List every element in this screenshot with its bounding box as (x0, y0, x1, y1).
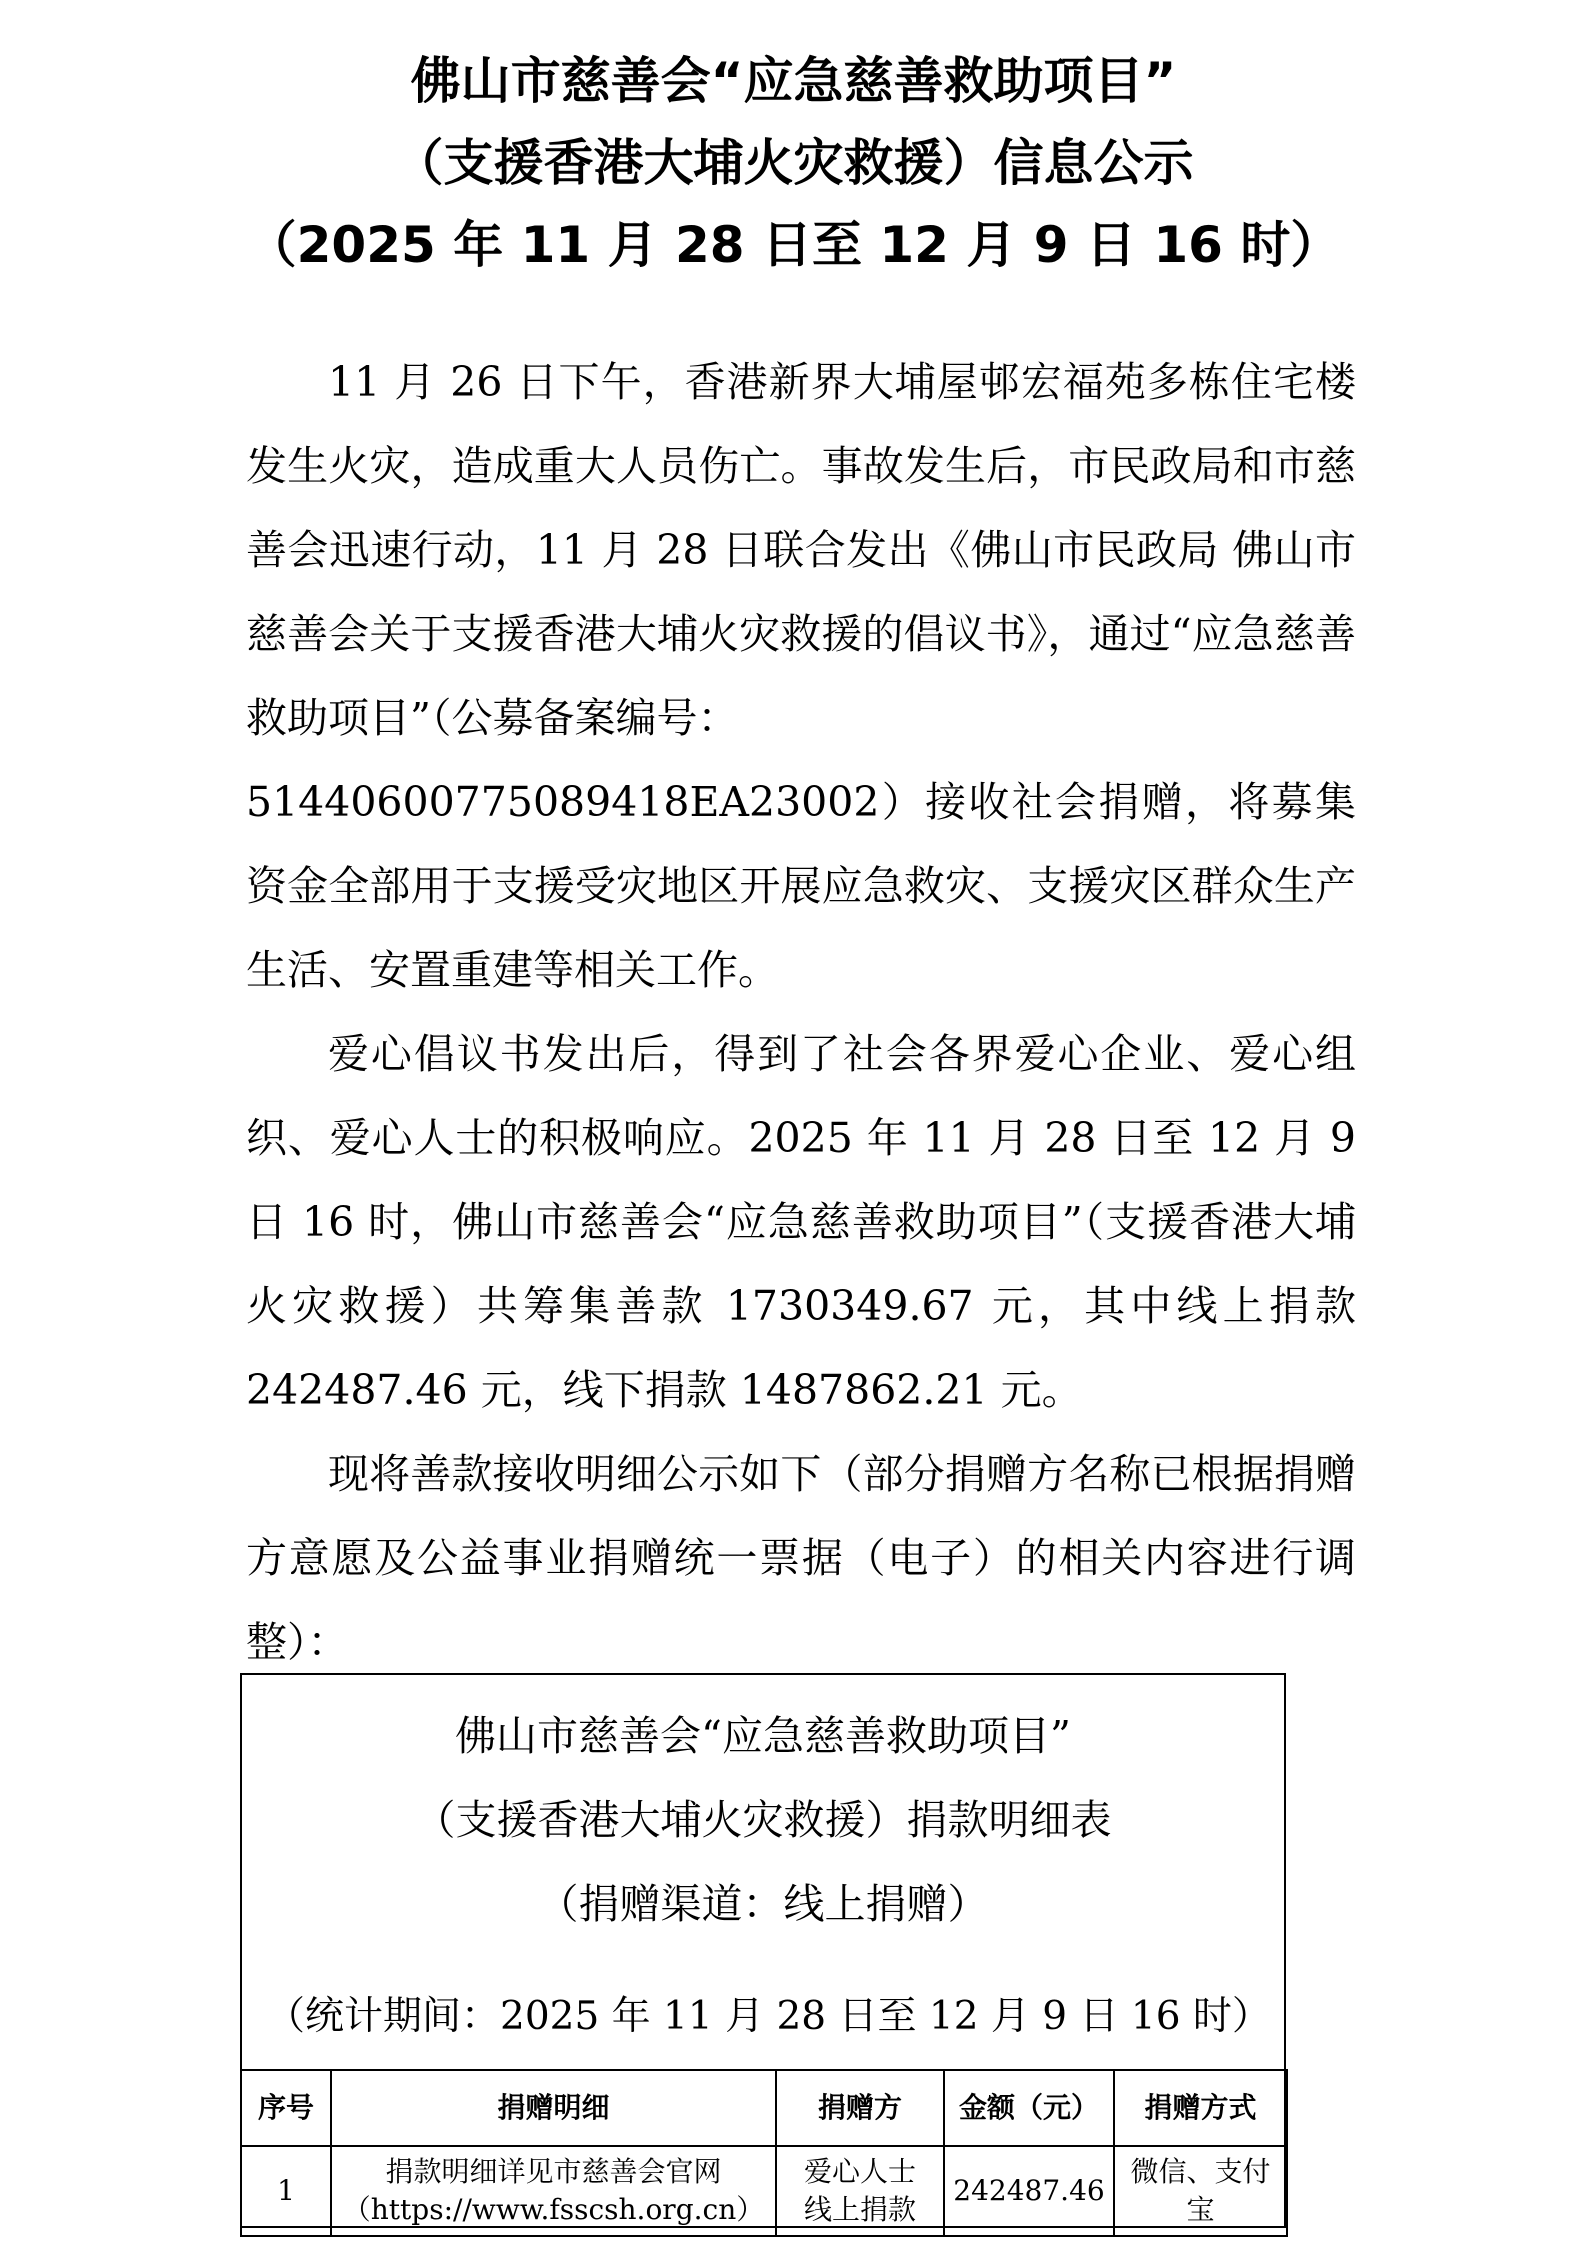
title-line-3: （2025 年 11 月 28 日至 12 月 9 日 16 时） (246, 216, 1341, 274)
paragraph-1b: 51440600775089418EA23002）接收社会捐赠，将募集资金全部用于支援受灾地区开展应急救灾、支援灾区群众生产生活、安置重建等相关工作。 (246, 778, 1356, 994)
detail-website-link: （https://www.fsscsh.org.cn） (342, 2193, 765, 2226)
donor-line-2: 线上捐款 (803, 2193, 916, 2226)
method-line-1: 微信、支付 (1130, 2155, 1271, 2188)
donor-line-1: 爱心人士 (803, 2155, 916, 2188)
statistics-period: （统计期间：2025 年 11 月 28 日至 12 月 9 日 16 时） (266, 1994, 1271, 2039)
title-line-1: 佛山市慈善会“应急慈善救助项目” (410, 52, 1177, 110)
cell-amount: 242487.46 (944, 2146, 1114, 2236)
cell-detail (331, 2146, 776, 2236)
cell-no: 1 (241, 2146, 331, 2236)
title-line-2: （支援香港大埔火灾救援）信息公示 (393, 134, 1194, 192)
donation-detail-table (240, 2069, 1288, 2237)
header-donor: 捐赠方 (776, 2070, 944, 2146)
detail-line-1: 捐款明细详见市慈善会官网 (385, 2155, 722, 2188)
header-amount: 金额（元） (944, 2070, 1114, 2146)
paragraph-2: 爱心倡议书发出后，得到了社会各界爱心企业、爱心组织、爱心人士的积极响应。2025 年 11 月 28 日至 12 月 9 日 16 时，佛山市慈善会“应急慈善救助项目”（支援香港大埔火灾救援）共筹集善款 1730349.67 元，其中线上捐款 242487.46 元，线下捐款 1487862.21 元。 (246, 1030, 1356, 1414)
header-method: 捐赠方式 (1114, 2070, 1287, 2146)
header-detail: 捐赠明细 (331, 2070, 776, 2146)
document-body (246, 340, 1356, 1684)
document-title (0, 40, 1587, 286)
paragraph-3: 现将善款接收明细公示如下（部分捐赠方名称已根据捐赠方意愿及公益事业捐赠统一票据（电子）的相关内容进行调整）： (246, 1450, 1356, 1666)
table-title-line-3: （捐赠渠道：线上捐赠） (537, 1880, 989, 1928)
table-header-row (241, 2070, 1287, 2146)
paragraph-1a: 11 月 26 日下午，香港新界大埔屋邨宏福苑多栋住宅楼发生火灾，造成重大人员伤亡。事故发生后，市民政局和市慈善会迅速行动，11 月 28 日联合发出《佛山市民政局 佛山市慈善会关于支援香港大埔火灾救援的倡议书》，通过“应急慈善救助项目”（公募备案编号： (246, 358, 1356, 742)
donation-table-box (240, 1673, 1286, 2228)
table-row (241, 2146, 1287, 2236)
cell-donor (776, 2146, 944, 2236)
table-title-line-2: （支援香港大埔火灾救援）捐款明细表 (414, 1796, 1112, 1844)
cell-method (1114, 2146, 1287, 2236)
method-line-2: 宝 (1186, 2193, 1215, 2226)
header-no: 序号 (241, 2070, 331, 2146)
table-title-line-1: 佛山市慈善会“应急慈善救助项目” (455, 1712, 1071, 1760)
